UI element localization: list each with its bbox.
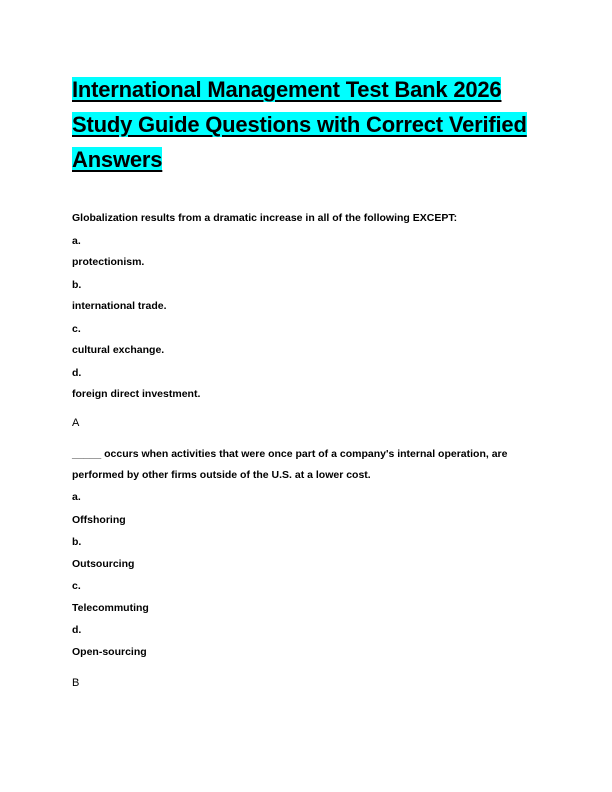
question-1-option-a-letter: a. (72, 235, 81, 247)
question-1-stem: Globalization results from a dramatic increase in all of the following EXCEPT: (72, 212, 458, 224)
question-1-option-b-text: international trade. (72, 300, 167, 312)
question-2-option-d-letter: d. (72, 624, 82, 636)
question-1-option-c-text: cultural exchange. (72, 344, 165, 356)
question-1-answer: A (72, 417, 80, 429)
question-2-option-a-letter: a. (72, 491, 81, 503)
question-2-stem-line-1: _____ occurs when activities that were once part of a company's internal operation, are (72, 448, 508, 460)
question-2-option-c-letter: c. (72, 580, 81, 592)
document-title (72, 72, 542, 177)
question-1-option-a-text: protectionism. (72, 256, 145, 268)
question-1-option-d-text: foreign direct investment. (72, 388, 201, 400)
question-2-option-b-letter: b. (72, 536, 82, 548)
question-1-option-b-letter: b. (72, 279, 82, 291)
question-2-option-a-text: Offshoring (72, 514, 126, 526)
question-2-option-b-text: Outsourcing (72, 558, 135, 570)
question-1-option-d-letter: d. (72, 367, 82, 379)
question-2-stem-line-2: performed by other firms outside of the U.S. at a lower cost. (72, 469, 371, 481)
question-2-option-d-text: Open-sourcing (72, 646, 147, 658)
question-2-answer: B (72, 677, 80, 689)
question-2-option-c-text: Telecommuting (72, 602, 149, 614)
question-1-option-c-letter: c. (72, 323, 81, 335)
document-title-text: International Management Test Bank 2026 Study Guide Questions with Correct Verified Answers (72, 77, 527, 172)
